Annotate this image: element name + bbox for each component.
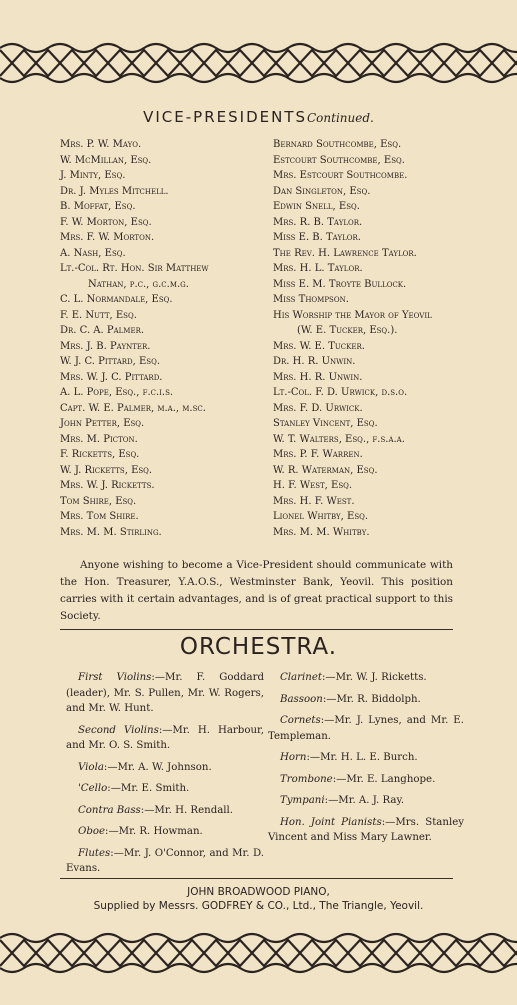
instrument-role: Flutes: [78, 847, 111, 859]
vice-president-name: Dr. C. A. Palmer.: [60, 325, 145, 336]
vice-president-name: F. E. Nutt, Esq.: [60, 309, 137, 321]
musician-names: :—Mr. F. Goddard (leader), Mr. S. Pullen, Mr. W. Rogers, and Mr. W. Hunt.: [66, 672, 264, 714]
orchestra-entry: [268, 815, 464, 846]
vice-president-name: W. R. Waterman, Esq.: [273, 464, 378, 476]
vice-president-name: Mrs. P. W. Mayo.: [60, 139, 142, 150]
musician-names: :—Mr. A. J. Ray.: [324, 795, 405, 806]
vice-president-name: W. T. Walters, Esq., f.s.a.a.: [273, 433, 405, 445]
instrument-role: First Violins: [78, 672, 152, 683]
vice-president-name: Mrs. R. B. Taylor.: [273, 216, 363, 228]
instrument-role: Contra Bass: [78, 804, 141, 816]
orchestra-entry: [66, 670, 264, 717]
vice-president-name: Lionel Whitby, Esq.: [273, 511, 369, 522]
musician-names: :—Mr. J. Lynes, and Mr. E. Templeman.: [268, 715, 464, 742]
orchestra-entry: [66, 781, 264, 797]
vice-president-name: Tom Shire, Esq.: [60, 495, 137, 507]
vice-president-name: W. J. Ricketts, Esq.: [60, 464, 153, 476]
instrument-role: Horn: [280, 752, 307, 763]
divider-rule: [60, 629, 453, 630]
musician-names: :—Mr. A. W. Johnson.: [103, 761, 212, 773]
orchestra-entry: [268, 692, 464, 708]
vice-president-name: Dan Singleton, Esq.: [273, 185, 371, 197]
instrument-role: Hon. Joint Pianists: [280, 816, 382, 828]
orchestra-entry: [268, 750, 464, 766]
orchestra-entry: [66, 824, 264, 840]
vice-presidents-right-column: [273, 137, 493, 540]
vice-president-name: A. Nash, Esq.: [60, 247, 126, 259]
vice-president-name: Dr. H. R. Unwin.: [273, 356, 356, 367]
vice-president-name: Miss E. B. Taylor.: [273, 232, 361, 243]
orchestra-entry: [66, 803, 264, 819]
orchestra-entry: [66, 760, 264, 776]
vice-president-name: A. L. Pope, Esq., f.c.i.s.: [60, 387, 174, 398]
musician-names: :—Mr. J. O'Connor, and Mr. D. Evans.: [66, 847, 264, 874]
vice-president-notice: Anyone wishing to become a Vice-President should communicate with the Hon. Treasurer, Y.A.O.S., Westminster Bank, Yeovil. This position carries with it certain advantages, and is of great practical support to this Society.: [60, 559, 453, 622]
vice-president-name: B. Moffat, Esq.: [60, 201, 136, 212]
orchestra-entry: [66, 723, 264, 754]
musician-names: :—Mr. W. J. Ricketts.: [321, 672, 427, 683]
footer: [0, 885, 517, 913]
vice-president-name: Mrs. M. M. Whitby.: [273, 526, 370, 538]
vice-president-name: Bernard Southcombe, Esq.: [273, 139, 402, 150]
vice-president-name: Estcourt Southcombe, Esq.: [273, 154, 405, 166]
vice-president-name: Mrs. W. E. Tucker.: [273, 340, 365, 352]
vice-president-name: Mrs. P. F. Warren.: [273, 449, 363, 460]
vice-president-name: Stanley Vincent, Esq.: [273, 418, 378, 429]
footer-line-1: JOHN BROADWOOD PIANO,: [187, 886, 330, 898]
instrument-role: Cornets: [280, 715, 321, 726]
instrument-role: Bassoon: [280, 693, 323, 705]
vice-president-name: F. Ricketts, Esq.: [60, 449, 140, 460]
orchestra-entry: [268, 772, 464, 788]
vice-president-name: J. Minty, Esq.: [60, 170, 126, 181]
vice-president-name: Miss E. M. Troyte Bullock.: [273, 278, 407, 290]
vice-president-name: Mrs. H. R. Unwin.: [273, 371, 363, 383]
orchestra-right-column: [268, 670, 464, 852]
musician-names: :—Mr. H. L. E. Burch.: [306, 752, 418, 763]
bottom-ornamental-border: [0, 930, 517, 976]
instrument-role: 'Cello: [78, 783, 108, 794]
instrument-role: Trombone: [280, 773, 333, 785]
vice-president-name: C. L. Normandale, Esq.: [60, 294, 173, 305]
vice-president-name: The Rev. H. Lawrence Taylor.: [273, 247, 417, 259]
vice-president-name: W. J. C. Pittard, Esq.: [60, 356, 161, 367]
vice-president-name: Mrs. M. Picton.: [60, 433, 138, 445]
vice-presidents-left-column: [60, 137, 265, 540]
heading-continued: Continued.: [307, 111, 374, 125]
vice-president-name: Mrs. W. J. C. Pittard.: [60, 371, 163, 383]
vice-president-name: John Petter, Esq.: [60, 418, 145, 429]
musician-names: :—Mr. H. Rendall.: [140, 804, 234, 816]
top-ornamental-border: [0, 40, 517, 86]
vice-president-name: Mrs. F. D. Urwick.: [273, 402, 363, 414]
orchestra-title: ORCHESTRA.: [179, 634, 338, 660]
instrument-role: Viola: [78, 761, 104, 773]
heading-title: VICE-PRESIDENTS: [143, 108, 307, 126]
vice-president-name: Mrs. Estcourt Southcombe.: [273, 170, 408, 181]
orchestra-left-column: [66, 670, 264, 883]
vice-president-name: Dr. J. Myles Mitchell.: [60, 185, 169, 197]
vice-presidents-heading: [0, 108, 517, 126]
orchestra-entry: [268, 713, 464, 744]
vice-president-name: Mrs. F. W. Morton.: [60, 232, 155, 243]
footer-line-2: Supplied by Messrs. GODFREY & CO., Ltd., The Triangle, Yeovil.: [93, 900, 424, 912]
musician-names: :—Mr. E. Smith.: [107, 783, 190, 794]
vice-president-name: Mrs. H. L. Taylor.: [273, 263, 363, 274]
vice-president-name: Mrs. H. F. West.: [273, 495, 355, 507]
vice-president-name: His Worship the Mayor of Yeovil: [273, 309, 432, 321]
vice-president-name: Lt.-Col. F. D. Urwick, d.s.o.: [273, 387, 408, 398]
instrument-role: Tympani: [280, 795, 325, 806]
divider-rule: [60, 878, 453, 879]
instrument-role: Oboe: [78, 826, 106, 837]
vice-president-name: H. F. West, Esq.: [273, 480, 353, 491]
vice-president-name: Capt. W. E. Palmer, m.a., m.sc.: [60, 402, 206, 414]
musician-names: :—Mr. R. Biddolph.: [322, 693, 421, 705]
vice-president-name: Mrs. M. M. Stirling.: [60, 526, 162, 538]
vice-president-name: Lt.-Col. Rt. Hon. Sir Matthew: [60, 263, 209, 274]
orchestra-entry: [268, 670, 464, 686]
vice-president-name: Miss Thompson.: [273, 294, 349, 305]
orchestra-entry: [268, 793, 464, 809]
vice-president-name: Mrs. W. J. Ricketts.: [60, 480, 155, 491]
vice-president-name: Mrs. J. B. Paynter.: [60, 340, 151, 352]
orchestra-entry: [66, 846, 264, 877]
instrument-role: Second Violins: [78, 724, 159, 736]
vice-president-name: Edwin Snell, Esq.: [273, 201, 360, 212]
musician-names: :—Mrs. Stanley Vincent and Miss Mary Lawner.: [268, 816, 464, 843]
vice-president-name: Nathan, p.c., g.c.m.g.: [88, 278, 189, 290]
vice-president-name: W. McMillan, Esq.: [60, 154, 152, 166]
musician-names: :—Mr. E. Langhope.: [332, 773, 436, 785]
vice-president-name: (W. E. Tucker, Esq.).: [297, 325, 398, 336]
musician-names: :—Mr. H. Harbour, and Mr. O. S. Smith.: [66, 724, 265, 751]
instrument-role: Clarinet: [280, 672, 322, 683]
vice-president-name: Mrs. Tom Shire.: [60, 511, 139, 522]
musician-names: :—Mr. R. Howman.: [105, 826, 203, 837]
vice-president-name: F. W. Morton, Esq.: [60, 216, 152, 228]
